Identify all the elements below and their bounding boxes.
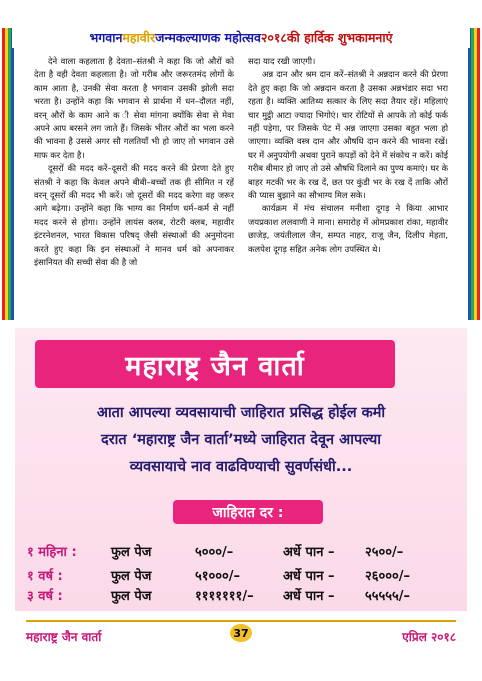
greeting-wish: की हार्दिक शुभकामनाएं [286,29,393,45]
greeting-part: जन्मकल्याणक महोत्सव [155,29,261,45]
rate-duration: ३ वर्ष : [27,589,63,604]
rate-row [15,566,467,586]
rate-row [15,586,467,606]
ad-title: महाराष्ट्र जैन वार्ता [125,350,305,382]
rate-full-price: १११११११/– [195,589,254,604]
article-paragraph: कार्यक्रम में मंच संचालन मनीशा दूगड़ ने किया आभार जयप्रकाश ललवाणी ने माना। समारोह में ओमप्रकाश रांका, महावीर छाजेड़, जयंतीलाल जैन, सम्पत नाहर, राजू जैन, दिलीप मेहता, कलपेश दूगड़ सहित अनेक लोग उपस्थित थे। [248,203,448,254]
article-columns [34,55,448,325]
rate-row [15,542,467,562]
article-left-column [34,55,234,325]
ad-line: आता आपल्या व्यवसायाची जाहिरात प्रसिद्ध होईल कमी [96,405,386,421]
rate-full-price: ५१०००/– [195,569,241,584]
rate-heading: जाहिरात दर : [173,500,323,524]
ad-line: दरात ‘महाराष्ट्र जैन वार्ता’मध्ये जाहिरात देवून आपल्या [101,432,381,448]
rate-half-label: अर्धे पान – [283,589,335,604]
article-paragraph: देने वाला कहलाता है देवता–संतश्री ने कहा कि जो औरों को देता है वही देवता कहलाता है। जो गरीब और जरूरतमंद लोगों के काम आता है, उनकी सेवा करता है भगवान उसकी झोली सदा भरता है। उन्होंने कहा कि भगवान से प्रार्थना में धन–दौलत नहीं, वरन् औरों के काम आने क ी सेवा मांगना क्योंकि सेवा से मेवा अपने आप बरसने लग जाते हैं। जिसके भीतर औरों का भला करने की भावना है उससे अगर सौ गलतियाँ भी हो जाए तो भगवान उसे माफ कर देता है। [34,56,234,160]
rate-full-label: फुल पेज [111,589,152,604]
article-right-column [248,55,448,325]
festival-greeting-banner [12,26,470,48]
left-rainbow-border [2,28,14,320]
article-paragraph: सदा याद रखी जाएगी। [248,56,316,66]
rate-full-label: फुल पेज [111,569,152,584]
right-rainbow-border [468,28,480,320]
rate-full-label: फुल पेज [111,545,152,560]
rate-half-label: अर्धे पान – [283,545,335,560]
ad-title-banner [35,340,395,388]
ad-body-text [21,400,461,481]
article-paragraph: दूसरों की मदद करें–दूसरों की मदद करने की प्रेरणा देते हुए संतश्री ने कहा कि केवल अपने बीबी–बच्चों तक ही सीमित न रहें वरन् दूसरों की मदद भी करें। जो दूसरों की मदद करेगा वह जरूर आगे बढ़ेगा। उन्होंने कहा कि भाग्य का निर्माण धर्म–कर्म से नहीं मदद करने से होगा। उन्होंने लायंस क्लब, रोटरी क्लब, महावीर इंटरनेशनल, भारत विकास परिषद् जैसी संस्थाओं की अनुमोदना करते हुए कहा कि इन संस्थाओं ने मानव धर्म को अपनाकर इंसानियत की सच्ची सेवा की है जो [34,163,234,268]
rate-half-price: ५५५५५/– [365,589,411,604]
rate-half-price: २६०००/– [365,569,411,584]
footer-issue-date: एप्रिल २०१८ [402,630,456,644]
greeting-year: २०१८ [260,29,287,45]
ad-line: व्यवसायाचे नाव वाढविण्याची सुवर्णसंधी... [129,459,353,475]
advertisement-box [15,328,467,611]
page-number-badge: 37 [230,624,252,642]
rate-half-price: २५००/– [365,545,404,560]
footer-publication: महाराष्ट्र जैन वार्ता [26,630,102,644]
greeting-part: भगवान [89,29,123,45]
rate-duration: १ वर्ष : [27,569,63,584]
rate-full-price: ५०००/– [195,545,234,560]
article-paragraph: अन्न दान और श्रम दान करें–संतश्री ने अन्नदान करने की प्रेरणा देते हुए कहा कि जो अन्नदान करता है उसका अन्नभंडार सदा भरा रहता है। व्यक्ति आतिथ्य सत्कार के लिए सदा तैयार रहें। महिलाएं चार मुट्ठी आटा ज्यादा भिगोएं। चार रोटियों से आपके तो कोई फर्क नहीं पड़ेगा, पर जिसके पेट में अन्न जाएगा उसका बहुत भला हो जाएगा। व्यक्ति वस्त्र दान और औषधि दान करने की भावना रखें। घर में अनुपयोगी अथवा पुराने कपड़ों को देने में संकोच न करें। कोई गरीब बीमार हो जाए तो उसे औषधि दिलाने का पुण्य कमाएं। घर के बाहर मटकी भर के रख दें, छत पर कुंडी भर के रख दें ताकि औरों की प्यास बुझाने का सौभाग्य मिल सके। [248,69,448,201]
greeting-highlight: महावीर [122,29,156,45]
rate-half-label: अर्धे पान – [283,569,335,584]
rate-duration: १ महिना : [27,545,77,560]
page-footer [26,620,456,644]
